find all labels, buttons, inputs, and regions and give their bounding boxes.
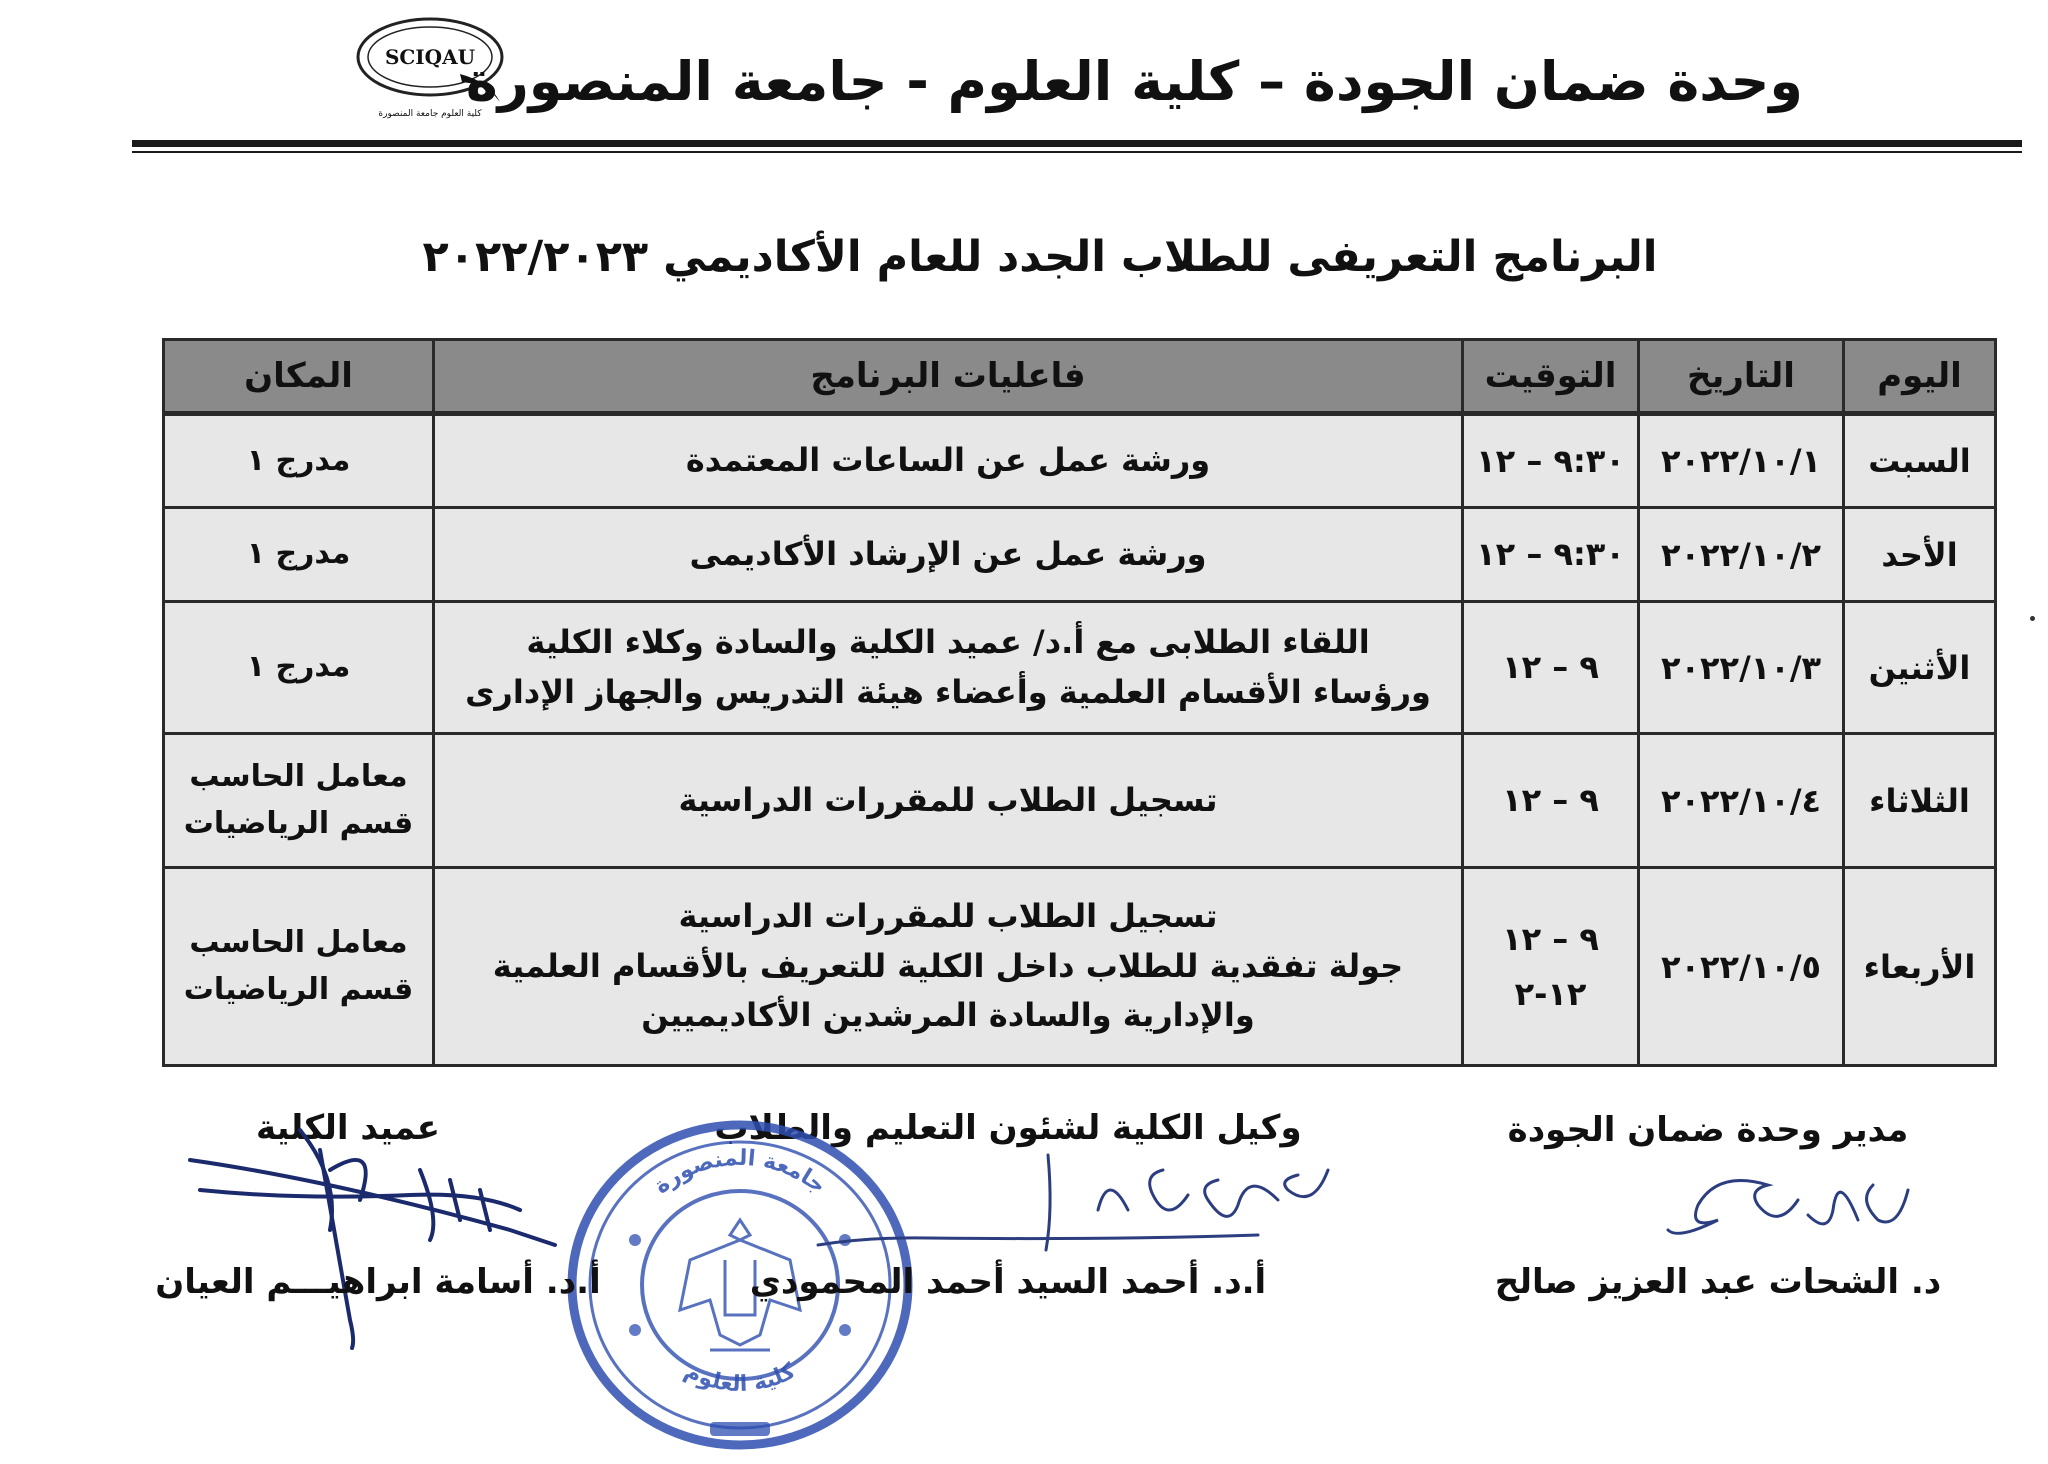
table-row bbox=[164, 868, 1996, 1066]
activity-line: ورشة عمل عن الساعات المعتمدة bbox=[685, 441, 1211, 480]
svg-text:كلية العلوم جامعة المنصورة: كلية العلوم جامعة المنصورة bbox=[378, 109, 482, 119]
time-cell bbox=[1463, 508, 1639, 602]
place-cell bbox=[164, 734, 434, 868]
handwritten-signature-quality bbox=[1658, 1160, 1918, 1250]
activity-line: تسجيل الطلاب للمقررات الدراسية bbox=[678, 897, 1218, 936]
column-header-place: المكان bbox=[164, 340, 434, 414]
signatory-title-quality: مدير وحدة ضمان الجودة bbox=[1507, 1110, 1909, 1150]
time-cell bbox=[1463, 868, 1639, 1066]
day-cell: الأثنين bbox=[1844, 602, 1996, 734]
time-line: ٩:٣٠ – ١٢ bbox=[1476, 441, 1625, 480]
place-line: قسم الرياضيات bbox=[183, 971, 414, 1007]
signatory-title-dean: عميد الكلية bbox=[256, 1108, 440, 1148]
place-line: قسم الرياضيات bbox=[183, 805, 414, 841]
svg-text:كلية العلوم bbox=[680, 1359, 799, 1397]
place-cell bbox=[164, 602, 434, 734]
day-cell: الثلاثاء bbox=[1844, 734, 1996, 868]
signatory-name-quality: د. الشحات عبد العزيز صالح bbox=[1494, 1262, 1942, 1302]
place-cell bbox=[164, 414, 434, 508]
date-cell: ٢٠٢٢/١٠/٤ bbox=[1639, 734, 1844, 868]
time-line: ٩ – ١٢ bbox=[1502, 920, 1599, 959]
signatory-name-vice-dean: أ.د. أحمد السيد أحمد المحمودي bbox=[749, 1262, 1267, 1302]
table-header-row bbox=[164, 340, 1996, 414]
date-cell: ٢٠٢٢/١٠/١ bbox=[1639, 414, 1844, 508]
stamp-text-bottom: كلية العلوم bbox=[680, 1358, 800, 1398]
place-line: مدرج ١ bbox=[246, 536, 351, 572]
stamp-text-top: جامعة المنصورة bbox=[649, 1145, 831, 1200]
table-row bbox=[164, 508, 1996, 602]
day-cell: الأربعاء bbox=[1844, 868, 1996, 1066]
signatory-name-dean: أ.د. أسامة ابراهيـــم العيان bbox=[155, 1262, 601, 1302]
time-cell bbox=[1463, 602, 1639, 734]
table-row bbox=[164, 414, 1996, 508]
handwritten-signature-vice-dean bbox=[808, 1150, 1348, 1260]
document-title: البرنامج التعريفى للطلاب الجدد للعام الأكاديمي ٢٠٢٢/٢٠٢٣ bbox=[422, 232, 1658, 282]
day-cell: الأحد bbox=[1844, 508, 1996, 602]
place-line: معامل الحاسب bbox=[189, 925, 408, 960]
time-line: ٩ – ١٢ bbox=[1502, 781, 1599, 820]
day-cell: السبت bbox=[1844, 414, 1996, 508]
table-row bbox=[164, 734, 1996, 868]
table-row bbox=[164, 602, 1996, 734]
time-cell bbox=[1463, 734, 1639, 868]
activity-cell bbox=[434, 868, 1463, 1066]
place-line: معامل الحاسب bbox=[189, 759, 408, 794]
header-divider-thin bbox=[132, 151, 2022, 153]
svg-text:SCIQAU: SCIQAU bbox=[384, 45, 476, 69]
time-line: ٩:٣٠ – ١٢ bbox=[1476, 535, 1625, 574]
time-line: ١٢-٢ bbox=[1514, 974, 1587, 1013]
date-cell: ٢٠٢٢/١٠/٢ bbox=[1639, 508, 1844, 602]
scan-speck bbox=[2030, 616, 2035, 621]
header-divider bbox=[132, 140, 2022, 147]
column-header-date: التاريخ bbox=[1639, 340, 1844, 414]
activity-cell bbox=[434, 734, 1463, 868]
schedule-table bbox=[162, 338, 1997, 1067]
place-cell bbox=[164, 508, 434, 602]
place-line: مدرج ١ bbox=[246, 649, 351, 685]
letterhead-title: وحدة ضمان الجودة – كلية العلوم - جامعة المنصورة bbox=[465, 50, 1803, 113]
date-cell: ٢٠٢٢/١٠/٥ bbox=[1639, 868, 1844, 1066]
signatory-title-vice-dean: وكيل الكلية لشئون التعليم والطلاب bbox=[714, 1108, 1302, 1148]
activity-cell bbox=[434, 602, 1463, 734]
column-header-time: التوقيت bbox=[1463, 340, 1639, 414]
activity-line: تسجيل الطلاب للمقررات الدراسية bbox=[678, 780, 1218, 819]
place-cell bbox=[164, 868, 434, 1066]
column-header-activities: فاعليات البرنامج bbox=[434, 340, 1463, 414]
activity-line: ورؤساء الأقسام العلمية وأعضاء هيئة التدريس والجهاز الإدارى bbox=[465, 672, 1431, 711]
date-cell: ٢٠٢٢/١٠/٣ bbox=[1639, 602, 1844, 734]
activity-cell bbox=[434, 414, 1463, 508]
time-line: ٩ – ١٢ bbox=[1502, 648, 1599, 687]
handwritten-signature-dean bbox=[180, 1120, 560, 1350]
activity-line: ورشة عمل عن الإرشاد الأكاديمى bbox=[689, 534, 1207, 573]
activity-line: جولة تفقدية للطلاب داخل الكلية للتعريف بالأقسام العلمية bbox=[492, 946, 1404, 985]
time-cell bbox=[1463, 414, 1639, 508]
place-line: مدرج ١ bbox=[246, 442, 351, 478]
activity-line: والإدارية والسادة المرشدين الأكاديميين bbox=[641, 996, 1255, 1035]
column-header-day: اليوم bbox=[1844, 340, 1996, 414]
activity-line: اللقاء الطلابى مع أ.د/ عميد الكلية والسادة وكلاء الكلية bbox=[526, 622, 1370, 661]
activity-cell bbox=[434, 508, 1463, 602]
